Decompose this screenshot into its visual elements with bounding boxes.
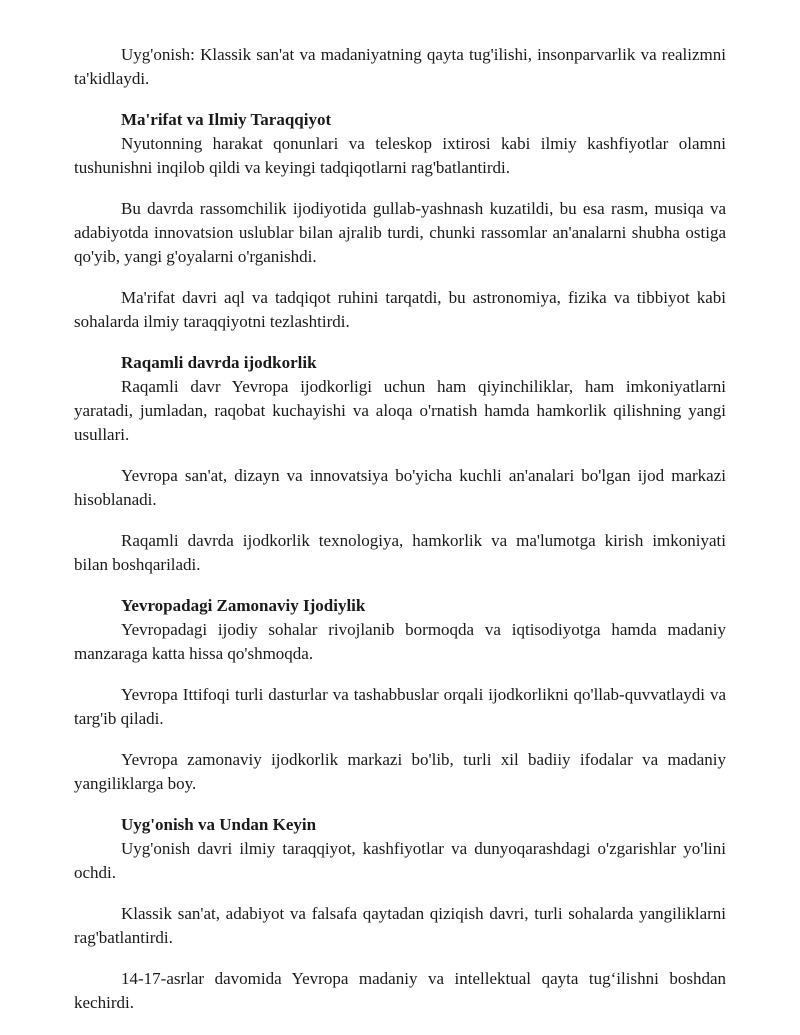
paragraph: Raqamli davr Yevropa ijodkorligi uchun ham qiyinchiliklar, ham imkoniyatlarni yaratadi, jumladan, raqobat kuchayishi va aloqa o'rnatish hamda hamkorlik qilishning yangi usullari. bbox=[74, 377, 726, 444]
paragraph: 14-17-asrlar davomida Yevropa madaniy va intellektual qayta tug‘ilishni boshdan kechirdi. bbox=[74, 969, 726, 1012]
intro-paragraph: Uyg'onish: Klassik san'at va madaniyatning qayta tug'ilishi, insonparvarlik va realizmni ta'kidlaydi. bbox=[74, 45, 726, 88]
paragraph: Klassik san'at, adabiyot va falsafa qaytadan qiziqish davri, turli sohalarda yangiliklarni rag'batlantirdi. bbox=[74, 904, 726, 947]
paragraph: Yevropa Ittifoqi turli dasturlar va tashabbuslar orqali ijodkorlikni qo'llab-quvvatlaydi va targ'ib qiladi. bbox=[74, 685, 726, 728]
paragraph: Ma'rifat davri aql va tadqiqot ruhini tarqatdi, bu astronomiya, fizika va tibbiyot kabi sohalarda ilmiy taraqqiyotni tezlashtirdi. bbox=[74, 288, 726, 331]
paragraph: Yevropa san'at, dizayn va innovatsiya bo'yicha kuchli an'analari bo'lgan ijod markazi hisoblanadi. bbox=[74, 466, 726, 509]
section-heading-enlightenment: Ma'rifat va Ilmiy Taraqqiyot bbox=[121, 110, 332, 129]
paragraph: Yevropadagi ijodiy sohalar rivojlanib bormoqda va iqtisodiyotga hamda madaniy manzaraga katta hissa qo'shmoqda. bbox=[74, 620, 726, 663]
section-heading-digital-age: Raqamli davrda ijodkorlik bbox=[121, 353, 317, 372]
paragraph: Yevropa zamonaviy ijodkorlik markazi bo'lib, turli xil badiiy ifodalar va madaniy yangiliklarga boy. bbox=[74, 750, 726, 793]
section-heading-renaissance: Uyg'onish va Undan Keyin bbox=[121, 815, 317, 834]
paragraph: Bu davrda rassomchilik ijodiyotida gullab-yashnash kuzatildi, bu esa rasm, musiqa va adabiyotda innovatsion uslublar bilan ajralib turdi, chunki rassomlar an'analarni shubha ostiga qo'yib, yangi g'oyalarni o'rganishdi. bbox=[74, 199, 726, 266]
document-page bbox=[74, 43, 726, 1032]
section-heading-modern-creativity: Yevropadagi Zamonaviy Ijodiylik bbox=[121, 596, 366, 615]
paragraph: Raqamli davrda ijodkorlik texnologiya, hamkorlik va ma'lumotga kirish imkoniyati bilan boshqariladi. bbox=[74, 531, 726, 574]
paragraph: Nyutonning harakat qonunlari va teleskop ixtirosi kabi ilmiy kashfiyotlar olamni tushunishni inqilob qildi va keyingi tadqiqotlarni rag'batlantirdi. bbox=[74, 134, 726, 177]
paragraph: Uyg'onish davri ilmiy taraqqiyot, kashfiyotlar va dunyoqarashdagi o'zgarishlar yo'lini ochdi. bbox=[74, 839, 726, 882]
